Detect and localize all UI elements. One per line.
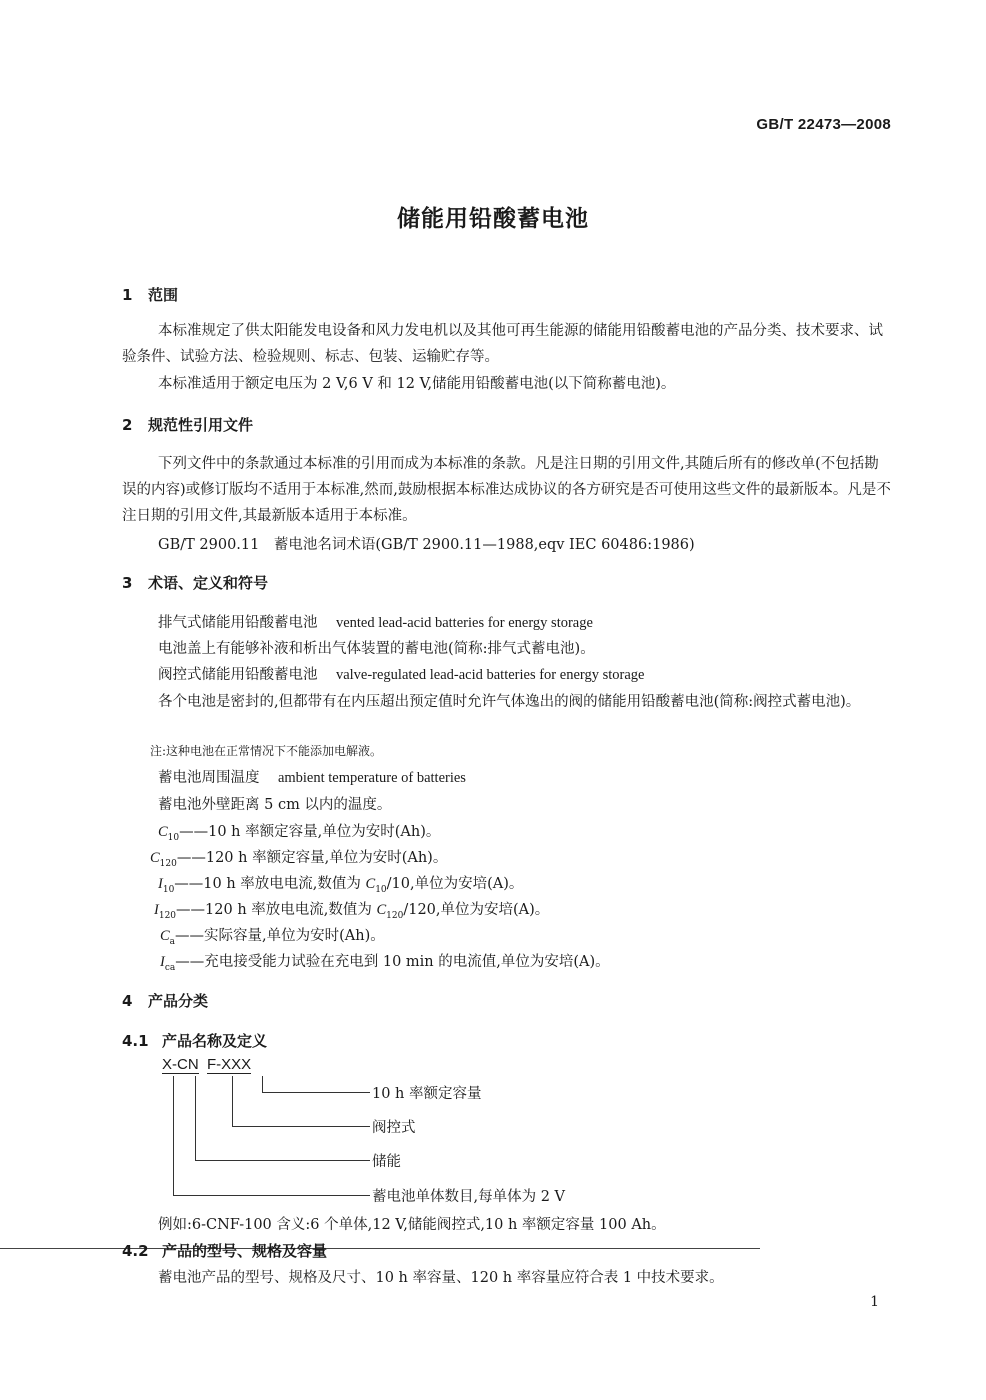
leader-line [195, 1076, 196, 1160]
section-number: 4.1 [122, 1032, 149, 1050]
symbol-ref: C [365, 876, 376, 892]
section-title: 术语、定义和符号 [148, 574, 269, 592]
symbol-ica [160, 950, 610, 973]
diagram-label-cells: 蓄电池单体数目,每单体为 2 V [372, 1189, 566, 1205]
symbol-subscript: a [169, 936, 176, 947]
term-en: valve-regulated lead-acid batteries for energy storage [335, 667, 645, 683]
term-en: ambient temperature of batteries [277, 770, 466, 786]
section-title: 产品的型号、规格及容量 [162, 1242, 328, 1260]
symbol-i120 [154, 898, 549, 921]
diagram-label-capacity: 10 h 率额定容量 [372, 1086, 482, 1102]
term-cn: 蓄电池周围温度 [158, 770, 260, 786]
paragraph: 本标准适用于额定电压为 2 V,6 V 和 12 V,储能用铅酸蓄电池(以下简称蓄电池)。 [158, 376, 676, 392]
symbol-definition: ——实际容量,单位为安时(Ah)。 [175, 928, 385, 944]
symbol-c120 [150, 846, 447, 869]
symbol-definition: /120,单位为安培(A)。 [403, 902, 550, 918]
leader-line [232, 1126, 370, 1127]
symbol-subscript: ca [164, 962, 176, 973]
symbol: I [160, 954, 165, 970]
symbol-ref-subscript: 120 [386, 910, 404, 921]
section-number: 2 [122, 416, 133, 434]
symbol-subscript: 120 [158, 910, 177, 921]
model-code-suffix: F-XXX [207, 1056, 252, 1073]
section-4-1-heading [122, 1030, 267, 1051]
paragraph: 蓄电池产品的型号、规格及尺寸、10 h 率容量、120 h 率容量应符合表 1 中技术要求。 [158, 1270, 724, 1286]
symbol-definition: /10,单位为安培(A)。 [386, 876, 524, 892]
section-title: 规范性引用文件 [148, 416, 254, 434]
leader-line [262, 1092, 370, 1093]
symbol-definition: ——10 h 率额定容量,单位为安时(Ah)。 [179, 824, 441, 840]
leader-line [173, 1076, 174, 1195]
model-code-prefix: X-CN [162, 1056, 199, 1073]
section-4-heading [122, 990, 208, 1011]
term-en: vented lead-acid batteries for energy storage [335, 615, 593, 631]
section-title: 产品名称及定义 [162, 1032, 268, 1050]
term-cn: 排气式储能用铅酸蓄电池 [158, 615, 318, 631]
note: 注:这种电池在正常情况下不能添加电解液。 [150, 744, 383, 758]
symbol-ref: C [376, 902, 387, 918]
symbol-i10 [158, 872, 523, 895]
section-3-heading [122, 572, 268, 593]
standard-number: GB/T 22473—2008 [756, 116, 891, 133]
section-number: 4 [122, 992, 133, 1010]
leader-line [173, 1195, 370, 1196]
example: 例如:6-CNF-100 含义:6 个单体,12 V,储能阀控式,10 h 率额定容量 100 Ah。 [158, 1217, 666, 1233]
section-2-heading [122, 414, 253, 435]
diagram-label-storage: 储能 [372, 1154, 401, 1170]
definition: 电池盖上有能够补液和析出气体装置的蓄电池(简称:排气式蓄电池)。 [158, 641, 595, 657]
diagram-label-valve: 阀控式 [372, 1120, 416, 1136]
symbol-subscript: 120 [159, 858, 177, 869]
term-valve-regulated [158, 663, 644, 684]
page-number: 1 [870, 1294, 879, 1310]
symbol: C [160, 928, 170, 944]
section-4-2-heading [122, 1240, 327, 1261]
section-number: 3 [122, 574, 133, 592]
symbol: C [150, 850, 160, 866]
definition: 蓄电池外壁距离 5 cm 以内的温度。 [158, 797, 392, 813]
section-title: 范围 [148, 286, 179, 304]
leader-line [232, 1076, 233, 1126]
symbol-definition: ——120 h 率额定容量,单位为安时(Ah)。 [176, 850, 448, 866]
section-number: 1 [122, 286, 133, 304]
symbol-c10 [158, 820, 440, 843]
section-1-heading [122, 284, 178, 305]
symbol-ref-subscript: 10 [375, 884, 387, 895]
symbol-definition: ——10 h 率放电电流,数值为 [174, 876, 366, 892]
symbol-subscript: 10 [162, 884, 175, 895]
symbol: I [154, 902, 159, 918]
symbol: C [158, 824, 168, 840]
term-cn: 阀控式储能用铅酸蓄电池 [158, 667, 318, 683]
term-ambient-temperature [158, 766, 466, 787]
document-title: 储能用铅酸蓄电池 [397, 206, 589, 232]
model-code [162, 1056, 251, 1073]
section-title: 产品分类 [148, 992, 209, 1010]
symbol-definition: ——充电接受能力试验在充电到 10 min 的电流值,单位为安培(A)。 [175, 954, 610, 970]
symbol-subscript: 10 [167, 832, 180, 843]
term-vented [158, 611, 593, 632]
section-number: 4.2 [122, 1242, 149, 1260]
normative-reference: GB/T 2900.11 蓄电池名词术语(GB/T 2900.11—1988,eqv IEC 60486:1986) [158, 537, 695, 553]
paragraph: 下列文件中的条款通过本标准的引用而成为本标准的条款。凡是注日期的引用文件,其随后所有的修改单(不包括勘误的内容)或修订版均不适用于本标准,然而,鼓励根据本标准达成协议的各方研究是否可使用这些文件的最新版本。凡是不注日期的引用文件,其最新版本适用于本标准。 [122, 456, 891, 524]
leader-line [262, 1076, 263, 1092]
symbol-ca [160, 924, 385, 947]
definition: 各个电池是密封的,但都带有在内压超出预定值时允许气体逸出的阀的储能用铅酸蓄电池(简称:阀控式蓄电池)。 [158, 694, 861, 710]
divider [0, 1248, 760, 1249]
symbol: I [158, 876, 163, 892]
paragraph: 本标准规定了供太阳能发电设备和风力发电机以及其他可再生能源的储能用铅酸蓄电池的产品分类、技术要求、试验条件、试验方法、检验规则、标志、包装、运输贮存等。 [122, 323, 883, 365]
symbol-definition: ——120 h 率放电电流,数值为 [176, 902, 377, 918]
leader-line [195, 1160, 370, 1161]
